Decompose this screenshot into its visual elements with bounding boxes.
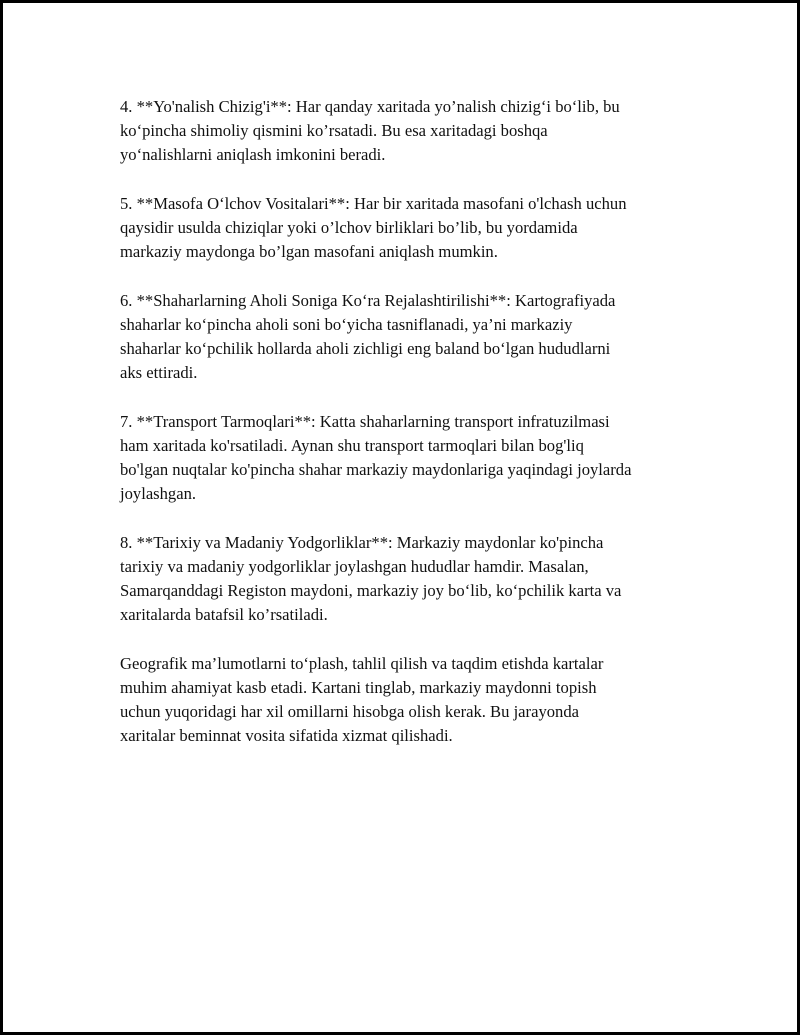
paragraph-item-4: 4. **Yo'nalish Chizig'i**: Har qanday xaritada yo’nalish chizig‘i bo‘lib, bu ko‘pincha shimoliy qismini ko’rsatadi. Bu esa xaritadagi boshqa yo‘nalishlarni aniqlash imkonini beradi.: [120, 97, 620, 165]
paragraph-item-5: 5. **Masofa O‘lchov Vositalari**: Har bir xaritada masofani o'lchash uchun qaysidir usulda chiziqlar yoki o’lchov birliklari bo’lib, bu yordamida markaziy maydonga bo’lgan masofani aniqlash mumkin.: [120, 193, 627, 262]
paragraph-item-6: 6. **Shaharlarning Aholi Soniga Ko‘ra Rejalashtirilishi**: Kartografiyada shaharlar ko‘pincha aholi soni bo‘yicha tasniflanadi, ya’ni markaziy shaharlar ko‘pchilik hollarda aholi zichligi eng baland bo‘lgan hududlarni aks ettiradi.: [120, 290, 616, 383]
paragraph-item-8: 8. **Tarixiy va Madaniy Yodgorliklar**: Markaziy maydonlar ko'pincha tarixiy va madaniy yodgorliklar joylashgan hududlar hamdir. Masalan, Samarqanddagi Registon maydoni, markaziy joy bo‘lib, ko‘pchilik karta va xaritalarda batafsil ko’rsatiladi.: [120, 532, 622, 625]
document-body: [120, 95, 700, 773]
conclusion-paragraph: Geografik ma’lumotlarni to‘plash, tahlil qilish va taqdim etishda kartalar muhim ahamiyat kasb etadi. Kartani tinglab, markaziy maydonni topish uchun yuqoridagi har xil omillarni hisobga olish kerak. Bu jarayonda xaritalar beminnat vosita sifatida xizmat qilishadi.: [120, 653, 604, 746]
paragraph-item-7: 7. **Transport Tarmoqlari**: Katta shaharlarning transport infratuzilmasi ham xaritada ko'rsatiladi. Aynan shu transport tarmoqlari bilan bog'liq bo'lgan nuqtalar ko'pincha shahar markaziy maydonlariga yaqindagi joylarda joylashgan.: [120, 411, 632, 504]
